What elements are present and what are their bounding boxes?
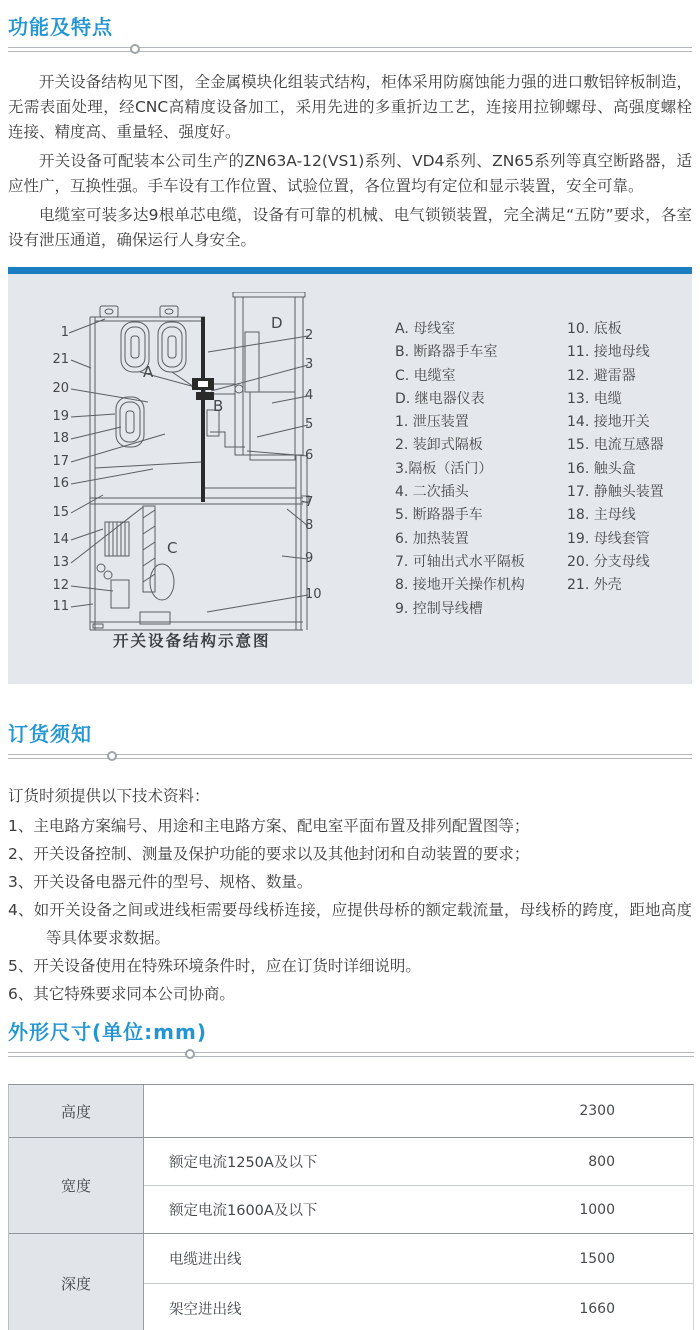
features-paragraph-1: 开关设备结构见下图，全金属模块化组装式结构，柜体采用防腐蚀能力强的进口敷铝锌板制造，无需表面处理，经CNC高精度设备加工，采用先进的多重折边工艺，连接用拉铆螺母、高强度螺栓连接、精度高、重量轻、强度好。 — [8, 73, 692, 141]
legend-item: 18. 主母线 — [567, 507, 636, 524]
legend-item: 14. 接地开关 — [567, 414, 650, 431]
callout-label: 20 — [52, 381, 69, 396]
section-ordering-title: 订货须知 — [8, 722, 92, 746]
legend-item: 7. 可轴出式水平隔板 — [395, 553, 525, 570]
legend-item: 13. 电缆 — [567, 390, 622, 407]
switchgear-structure-drawing — [45, 292, 335, 642]
divider-ring-icon — [130, 44, 140, 54]
legend-item: C. 电缆室 — [395, 367, 456, 384]
table-subrow — [144, 1283, 693, 1330]
row-values — [144, 1138, 693, 1233]
legend-item: 15. 电流互感器 — [567, 437, 664, 454]
subrow-value: 800 — [588, 1153, 615, 1170]
ordering-intro: 订货时须提供以下技术资料： — [8, 787, 210, 805]
diagram-legend-column-1 — [395, 318, 525, 621]
subrow-value: 1660 — [579, 1300, 615, 1317]
table-row — [9, 1138, 693, 1234]
callout-label: 15 — [52, 505, 69, 520]
callout-label: 7 — [305, 495, 314, 510]
divider-lines — [8, 47, 692, 52]
ordering-item: 5、开关设备使用在特殊环境条件时，应在订货时详细说明。 — [8, 957, 421, 975]
group-label: 宽度 — [60, 1177, 91, 1195]
section-dimensions-title: 外形尺寸(单位:mm) — [8, 1020, 207, 1044]
legend-item: B. 断路器手车室 — [395, 344, 498, 361]
section-features-title: 功能及特点 — [8, 15, 113, 39]
switchgear-drawing — [45, 292, 335, 642]
table-subrow — [144, 1234, 693, 1283]
dimensions-table — [8, 1084, 694, 1330]
legend-item: 21. 外壳 — [567, 577, 622, 594]
callout-label: 1 — [60, 325, 69, 340]
legend-item: 11. 接地母线 — [567, 344, 650, 361]
ordering-item: 3、开关设备电器元件的型号、规格、数量。 — [8, 873, 313, 891]
section-features — [8, 11, 692, 257]
features-paragraph-3: 电缆室可装多达9根单芯电缆，设备有可靠的机械、电气锁锁装置，完全满足“五防”要求，各室设有泄压通道，确保运行人身安全。 — [8, 206, 692, 249]
section-divider — [8, 44, 692, 57]
legend-item: 3.隔板（活门） — [395, 460, 493, 477]
ordering-list — [8, 812, 692, 1008]
callout-label: 12 — [52, 578, 69, 593]
table-subrow — [144, 1085, 693, 1137]
section-divider — [8, 1049, 694, 1062]
legend-item: 6. 加热装置 — [395, 530, 469, 547]
callout-label: 10 — [305, 587, 322, 602]
compartment-label-a: A — [143, 363, 154, 381]
row-group-cell — [9, 1085, 144, 1137]
divider-lines — [8, 1052, 694, 1057]
legend-item: 9. 控制导线槽 — [395, 600, 483, 617]
section-dimensions — [8, 1016, 694, 1330]
callout-label: 13 — [52, 555, 69, 570]
section-ordering — [8, 718, 692, 1008]
ordering-item: 2、开关设备控制、测量及保护功能的要求以及其他封闭和自动装置的要求； — [8, 845, 530, 863]
table-subrow — [144, 1138, 693, 1185]
legend-item: 16. 触头盒 — [567, 460, 636, 477]
row-group-cell — [9, 1138, 144, 1233]
callout-label: 18 — [52, 431, 69, 446]
subrow-value: 1000 — [579, 1201, 615, 1218]
row-group-cell — [9, 1234, 144, 1330]
legend-item: 12. 避雷器 — [567, 367, 636, 384]
diagram-panel — [8, 267, 692, 684]
divider-ring-icon — [107, 751, 117, 761]
subrow-label: 电缆进出线 — [169, 1252, 242, 1268]
callout-label: 9 — [305, 551, 314, 566]
subrow-value: 2300 — [579, 1103, 615, 1119]
legend-item: 1. 泄压装置 — [395, 414, 469, 431]
legend-item: D. 继电器仪表 — [395, 390, 485, 407]
row-values — [144, 1085, 693, 1137]
ordering-item: 1、主电路方案编号、用途和主电路方案、配电室平面布置及排列配置图等； — [8, 817, 530, 835]
table-row — [9, 1085, 693, 1138]
row-values — [144, 1234, 693, 1330]
legend-item: 19. 母线套管 — [567, 530, 650, 547]
callout-label: 6 — [305, 448, 314, 463]
legend-item: 4. 二次插头 — [395, 484, 469, 501]
callout-label: 14 — [52, 532, 69, 547]
legend-item: A. 母线室 — [395, 321, 456, 337]
compartment-label-c: C — [167, 539, 178, 557]
callout-label: 4 — [305, 388, 314, 403]
group-label: 深度 — [60, 1275, 91, 1293]
compartment-label-b: B — [213, 397, 224, 415]
legend-item: 8. 接地开关操作机构 — [395, 577, 525, 594]
subrow-label: 额定电流1250A及以下 — [169, 1155, 318, 1171]
table-subrow — [144, 1185, 693, 1233]
ordering-item: 4、如开关设备之间或进线柜需要母线桥连接，应提供母桥的额定载流量，母线桥的跨度，距地高度等具体要求数据。 — [8, 901, 692, 947]
callout-label: 3 — [305, 357, 314, 372]
divider-ring-icon — [185, 1049, 195, 1059]
compartment-label-d: D — [271, 314, 283, 332]
diagram-legend-column-2 — [567, 318, 664, 598]
ordering-item: 6、其它特殊要求同本公司协商。 — [8, 985, 235, 1003]
table-row — [9, 1234, 693, 1330]
callout-label: 11 — [52, 599, 69, 614]
subrow-value: 1500 — [579, 1250, 615, 1267]
section-divider — [8, 751, 692, 764]
callout-label: 2 — [305, 328, 314, 343]
legend-item: 10. 底板 — [567, 321, 622, 337]
legend-item: 17. 静触头装置 — [567, 484, 664, 501]
callout-label: 19 — [52, 409, 69, 424]
group-label: 高度 — [60, 1102, 91, 1121]
features-paragraph-2: 开关设备可配装本公司生产的ZN63A-12(VS1)系列、VD4系列、ZN65系列等真空断路器，适应性广，互换性强。手车设有工作位置、试验位置，各位置均有定位和显示装置，安全可靠。 — [8, 152, 692, 195]
subrow-label: 架空进出线 — [169, 1302, 242, 1318]
subrow-label: 额定电流1600A及以下 — [169, 1203, 318, 1219]
callout-label: 17 — [52, 454, 69, 469]
diagram-caption: 开关设备结构示意图 — [113, 632, 271, 650]
callout-label: 8 — [305, 518, 314, 533]
legend-item: 2. 装卸式隔板 — [395, 437, 483, 454]
legend-item: 20. 分支母线 — [567, 553, 650, 570]
panel-accent-bar — [8, 267, 692, 274]
callout-label: 16 — [52, 476, 69, 491]
legend-item: 5. 断路器手车 — [395, 507, 483, 524]
features-paragraphs — [8, 70, 692, 253]
callout-label: 21 — [52, 352, 69, 367]
callout-label: 5 — [305, 417, 314, 432]
